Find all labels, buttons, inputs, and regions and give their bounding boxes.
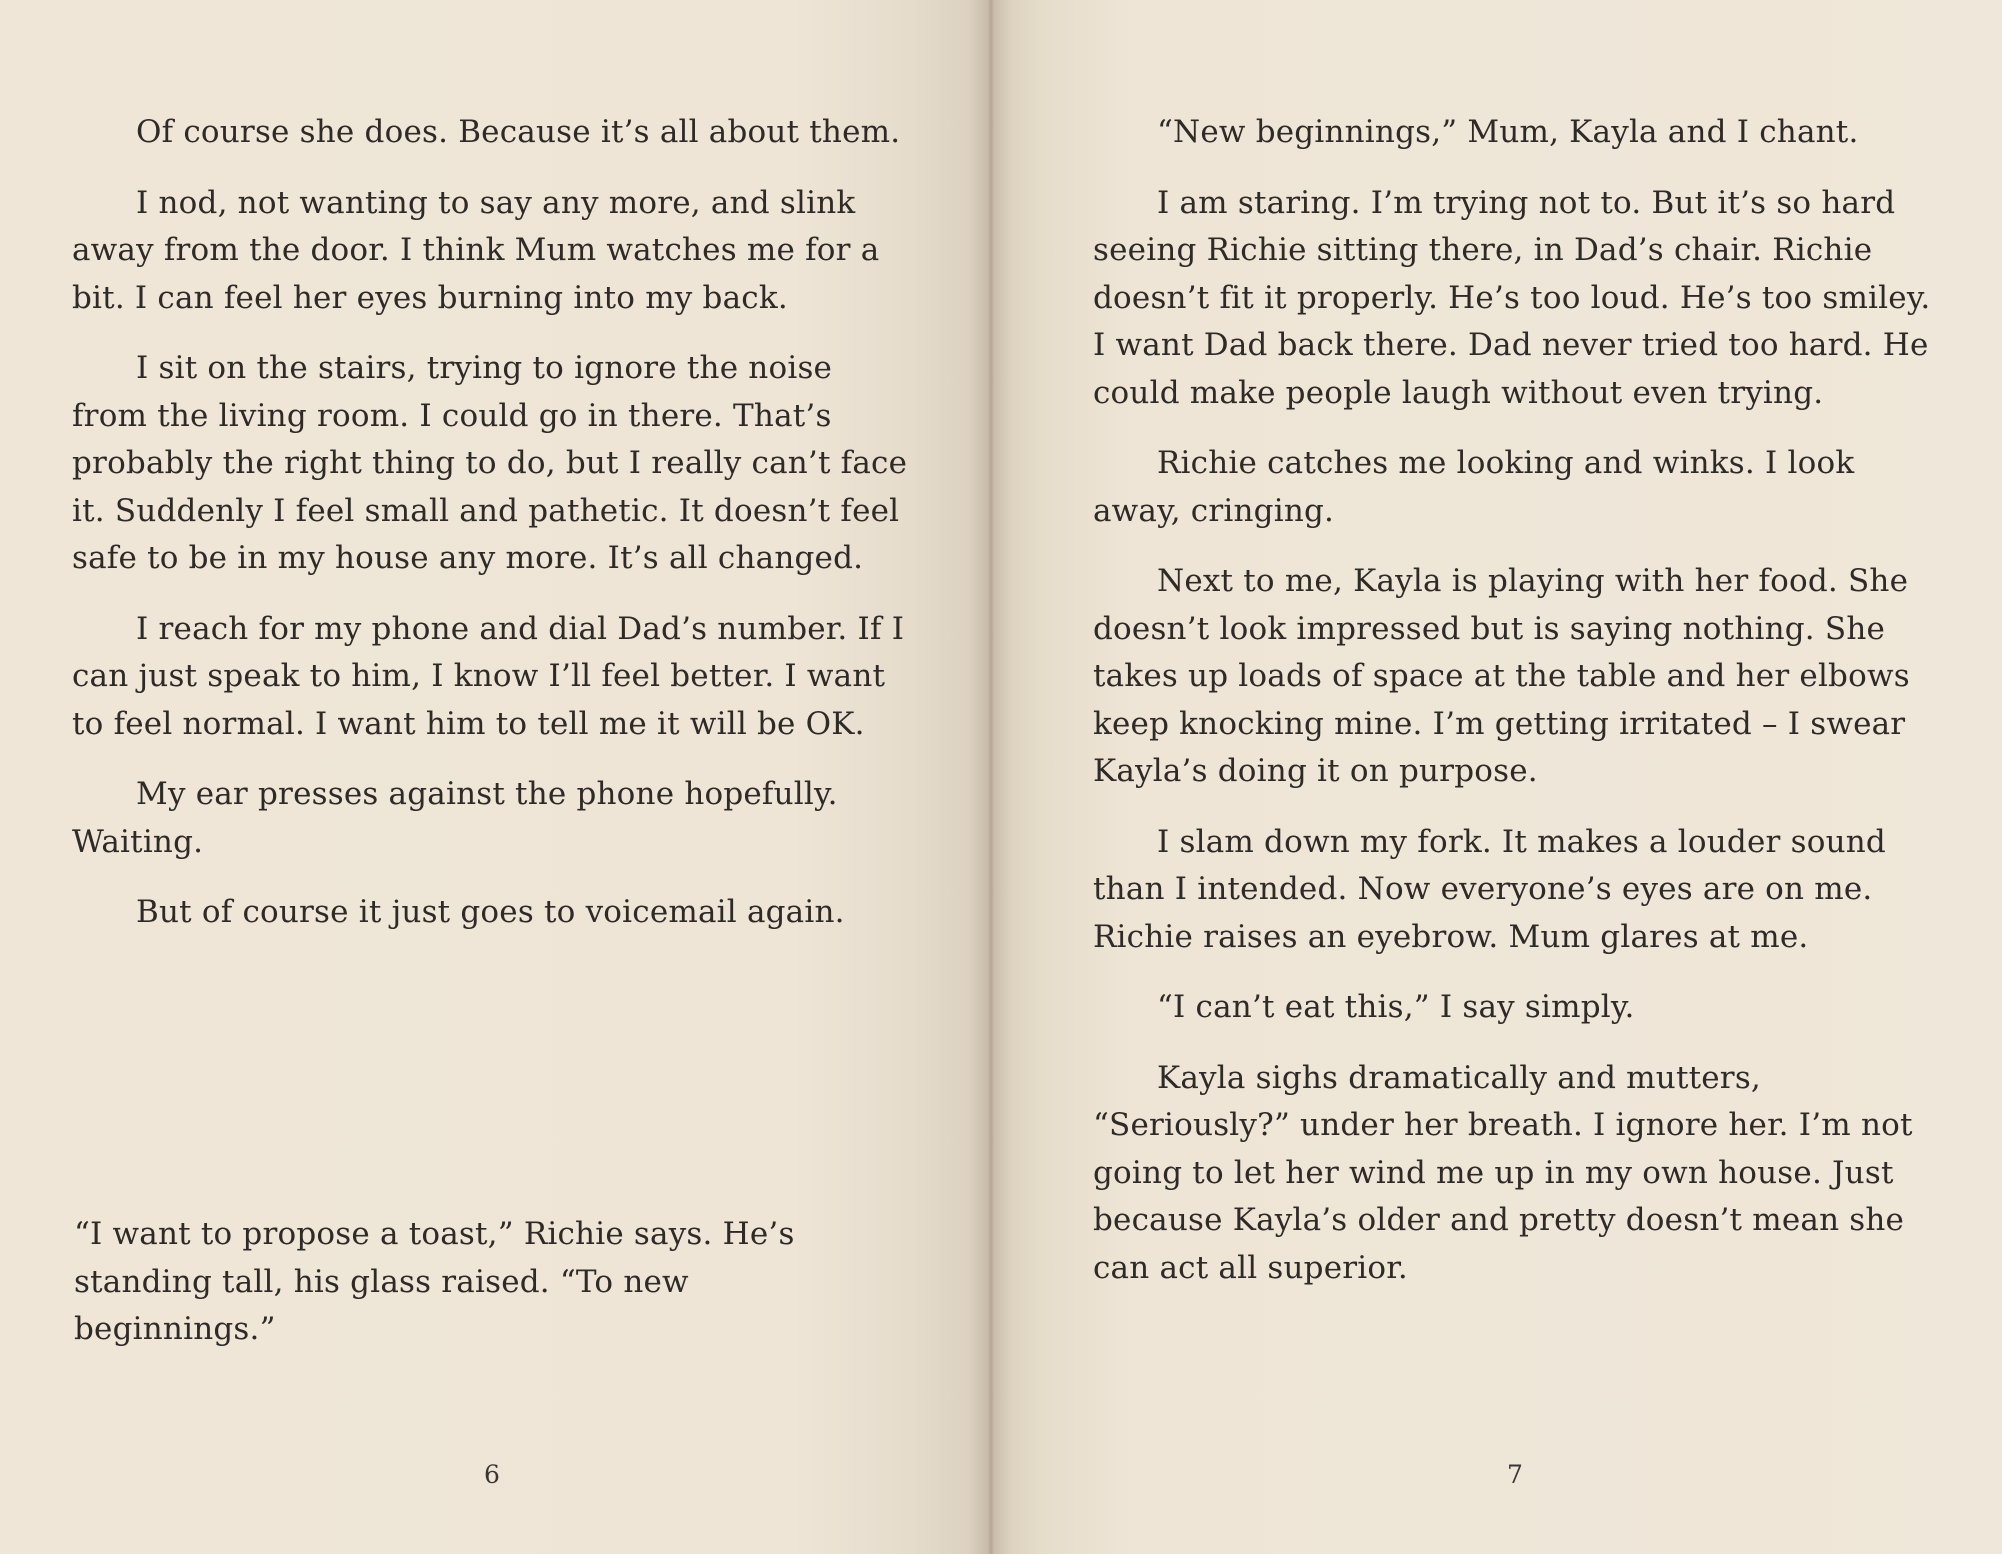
paragraph: Next to me, Kayla is playing with her food. She doesn’t look impressed but is saying nothing. She takes up loads of space at the table and her elbows keep knocking mine. I’m getting irritated – I swear Kayla’s doing it on purpose. [1093,563,1910,789]
paragraph: “I want to propose a toast,” Richie says. He’s standing tall, his glass raised. “To new beginnings.” [74,1216,795,1347]
paragraph: I nod, not wanting to say any more, and slink away from the door. I think Mum watches me for a bit. I can feel her eyes burning into my back. [72,184,880,316]
left-page-body [72,109,912,960]
paragraph: I slam down my fork. It makes a louder sound than I intended. Now everyone’s eyes are on me. Richie raises an eyebrow. Mum glares at me. [1093,823,1886,955]
paragraph: “I can’t eat this,” I say simply. [1157,989,1635,1025]
paragraph: Richie catches me looking and winks. I look away, cringing. [1093,445,1855,529]
left-page [0,0,990,1554]
paragraph: My ear presses against the phone hopefully. Waiting. [72,776,838,860]
paragraph: I sit on the stairs, trying to ignore the noise from the living room. I could go in there. That’s probably the right thing to do, but I really can’t face it. Suddenly I feel small and pathetic. It doesn’t feel safe to be in my house any more. It’s all changed. [72,350,908,576]
paragraph: But of course it just goes to voicemail again. [136,894,845,930]
left-page-scene-break-text [74,1211,834,1377]
paragraph: Of course she does. Because it’s all about them. [136,114,901,150]
paragraph: I reach for my phone and dial Dad’s number. If I can just speak to him, I know I’ll feel better. I want to feel normal. I want him to tell me it will be OK. [72,610,905,742]
paragraph: Kayla sighs dramatically and mutters, “Seriously?” under her breath. I ignore her. I’m not going to let her wind me up in my own house. Just because Kayla’s older and pretty doesn’t mean she can act all superior. [1093,1059,1913,1286]
paragraph: I am staring. I’m trying not to. But it’s so hard seeing Richie sitting there, in Dad’s chair. Richie doesn’t fit it properly. He’s too loud. He’s too smiley. I want Dad back there. Dad never tried too hard. He could make people laugh without even trying. [1093,184,1931,411]
paragraph: “New beginnings,” Mum, Kayla and I chant. [1157,114,1859,150]
book-gutter [968,0,1012,1554]
right-page-body [1093,109,1943,1315]
page-number-left: 6 [484,1460,500,1489]
page-number-right: 7 [1507,1460,1523,1489]
